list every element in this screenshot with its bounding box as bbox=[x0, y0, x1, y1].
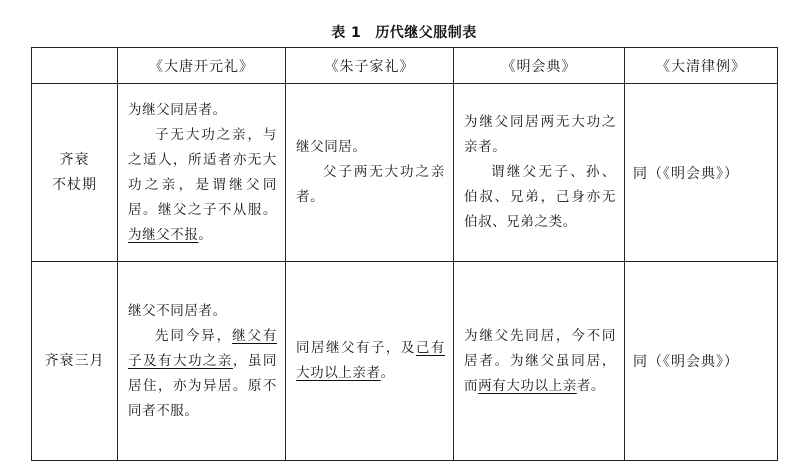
underlined-text: 继父有子及有大功之亲 bbox=[128, 327, 277, 369]
header-zhuzi-jiali: 《朱子家礼》 bbox=[286, 48, 454, 84]
header-row bbox=[32, 48, 778, 84]
header-empty bbox=[32, 48, 118, 84]
cell-daqing-row1: 同（《明会典》） bbox=[625, 84, 778, 262]
table-number: 表 1 bbox=[331, 25, 362, 41]
mourning-dress-table bbox=[31, 47, 778, 461]
header-ming-huidian: 《明会典》 bbox=[454, 48, 625, 84]
cell-zhuzi-row2: 同居继父有子，及己有大功以上亲者。 bbox=[286, 262, 454, 461]
header-kaiyuan-li: 《大唐开元礼》 bbox=[118, 48, 286, 84]
cell-huidian-row1: 为继父同居两无大功之亲者。 谓继父无子、孙、伯叔、兄弟，己身亦无伯叔、兄弟之类。 bbox=[454, 84, 625, 262]
cell-huidian-row2: 为继父先同居，今不同居者。为继父虽同居，而两有大功以上亲者。 bbox=[454, 262, 625, 461]
underlined-text: 两有大功以上亲 bbox=[478, 377, 577, 394]
cell-kaiyuan-row2: 继父不同居者。 先同今异，继父有子及有大功之亲，虽同居住，亦为异居。原不同者不服。 bbox=[118, 262, 286, 461]
underlined-text: 己有大功以上亲者 bbox=[296, 340, 445, 381]
table-caption bbox=[0, 22, 808, 42]
cell-kaiyuan-row1: 为继父同居者。 子无大功之亲，与之适人，所适者亦无大功之亲，是谓继父同居。继父之子不从服。为继父不报。 bbox=[118, 84, 286, 262]
table-row bbox=[32, 262, 778, 461]
row-label-zicui-buzhangqi: 齐衰 不杖期 bbox=[32, 84, 118, 262]
underlined-text: 为继父不报 bbox=[128, 226, 199, 243]
header-daqing-lvli: 《大清律例》 bbox=[625, 48, 778, 84]
table-title: 历代继父服制表 bbox=[375, 25, 477, 41]
row-label-zicui-sanyue: 齐衰三月 bbox=[32, 262, 118, 461]
cell-zhuzi-row1: 继父同居。 父子两无大功之亲者。 bbox=[286, 84, 454, 262]
cell-daqing-row2: 同（《明会典》） bbox=[625, 262, 778, 461]
table-row bbox=[32, 84, 778, 262]
